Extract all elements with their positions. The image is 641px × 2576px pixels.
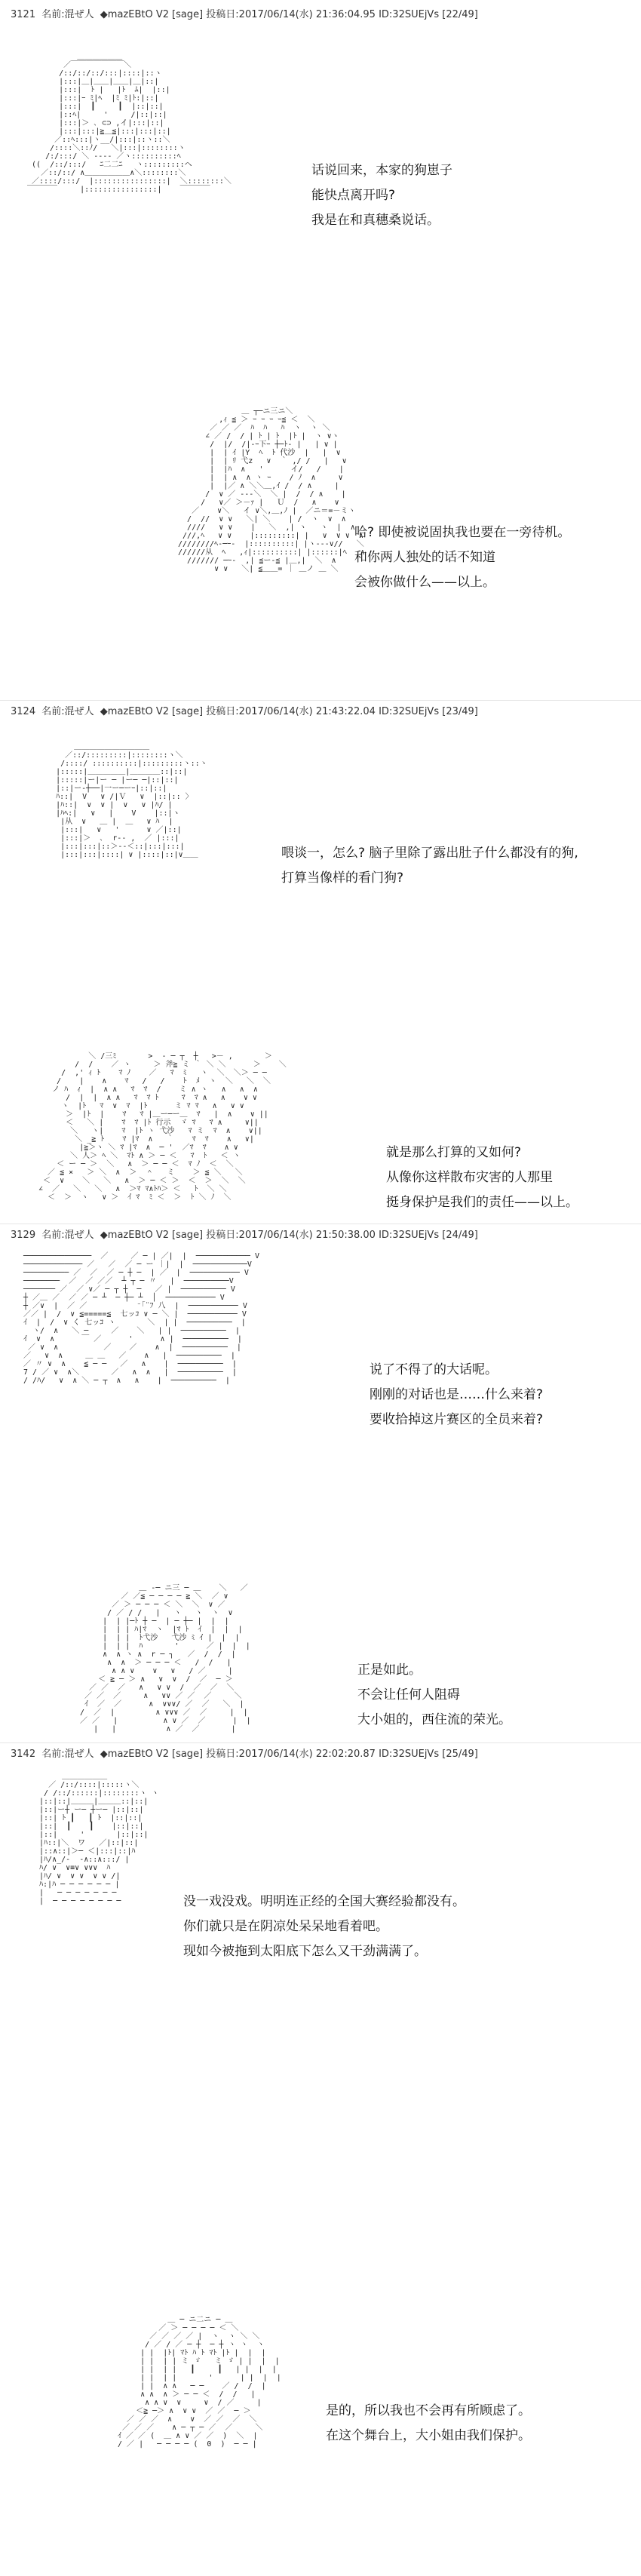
dialogue-line: 能快点离开吗? [311,188,396,203]
dialogue-line: 是的，所以我也不会再有所顾虑了。 [326,2403,531,2418]
poster-name: 混ぜ人 [64,9,94,20]
dialogue-block [357,1658,511,1733]
dialogue-line: 不会让任何人阻碍 [357,1687,460,1702]
date-label: 投稿日: [206,1230,239,1241]
post-number: 3124 [11,706,36,717]
ascii-art-character: ＿ ┬─ニ三ニ＼ ,ｨ ≦ ＞ ｰ ｰ ｰ ｰ≦ ＜ ＼ ／ ／ ／ ﾊ ﾊ ﾊ ヽ ヽ ＼ ∠ ／ / / | ﾄ | ﾄ |ﾄ | ヽ ∨ヽ / |/ /|-ｰ下ｰ ┼─ﾄ- | | ∨ | | | ｲ |Y ﾍ ﾄ 代沙 | | ∨ | | ﾘ 弋z ∨ ｀ ,/ / | ∨ | |ﾊ ∧ ' イ/ / | | | ∧ ∧ ヽ ｰ / ﾉ ∧ ∨ | |／ ∧ ＼＼＿,ｲ / / ∧ | / ∨ ／ -‐‐＼ ＼ | / / ∧ | / ∨／ ＞－ｧ | Ｕ / ∧ ∨ ／ ∨＼ イ ∨＼,＿,ﾉ | ／ニ＝=－ミヽ / // ∨ ∨ ＼| ＼ | / ヽ ∨ ∧ //// ∨ ∨ | ＼ ,| ヽ ヽ | ∧ ///,ﾍ ∨ ∨ |:::::::::| | ∨ ∨ ∨ ∧ ////////ﾍ-─ｰ- |::::::::::| |ヽ---∨// ＼ //////从 ﾍ ,ｨ|::::::::::| |::::::|ﾍ ∧ /////// ─ｰ- ,| ≦ー‐≦ |＿,| ＼ ∧ ∨ ∨ ＼| ≦＿＿= ｜ ＿ノ ＿ ＼ [178,407,365,573]
post-header [11,1745,478,1760]
ascii-art-character: ＿ ─ ニ二ニ ─ ＿ ／ ＞ ─ ─ ─ ─ ＜ ＼ ／ ／ ／ ／ | ヽ ヽ ＼ ＼ / ／ / ／ ─ ┼ ─ ┼ ヽ ヽ ヽ | | |ﾄ| ﾏﾄ ﾊ ﾄ ﾏﾄ |ﾄ | | | | | | | ミ ゞ ミ ゞ | | | | | | | | ┃ ┃ | | | | | | | | ' | | | | | | ∧ ∧ ─ ─ ／ / / | ∧ ∧ ∧ ＞ ─ ─ ＜ / / | ∧ ∧ ∨ ∨ ∨ / ／ | ＜≧ ─＞ ∧ ∨ ∨ ／ ／ ─ ＞ ／ ／ ／ ∧ ∨ ／ ／ ／ ＼ ／ ／ ／ ∧ ─ ┬ ─ ／ ／ ＼ ｲ ／ ／ ( ＿ ∧ ∨ ／ ／ ) ＼ | / ／ | ─ ─ ─ ─ ( 0 ) ─ ─ | [118,2316,281,2449]
post-count: [24/49] [442,1230,478,1241]
post-number: 3142 [11,1749,36,1760]
dialogue-line: 大小姐的，西住流的荣光。 [357,1712,511,1727]
sage-tag: [sage] [172,9,204,20]
dialogue-line: 在这个舞台上，大小姐由我们保护。 [326,2428,531,2443]
post-header [11,703,478,717]
post-divider [0,700,641,701]
dialogue-line: 没一戏没戏。明明连正经的全国大赛经验都没有。 [183,1894,465,1909]
name-label: 名前: [41,706,65,717]
post-id: ID:32SUEjVs [379,1749,440,1760]
post-date: 2017/06/14(水) 21:43:22.04 [238,706,376,717]
dialogue-block [354,520,570,595]
sage-tag: [sage] [172,1749,204,1760]
dialogue-line: 正是如此。 [357,1663,422,1678]
dialogue-line: 话说回来，本家的狗崽子 [311,163,452,178]
dialogue-line: 从像你这样散布灾害的人那里 [386,1170,553,1185]
dialogue-line: 你们就只是在阴凉处呆呆地看着吧。 [183,1919,388,1934]
post-date: 2017/06/14(水) 21:36:04.95 [238,9,376,20]
dialogue-line: 就是那么打算的又如何? [386,1145,522,1160]
dialogue-line: 喂谈一，怎么? 脑子里除了露出肚子什么都没有的狗, [281,846,578,861]
ascii-art-character: ＼ /三ﾐ > ‐ ─ ┬ ┼ >－ , ＞ / / ／ ヽ ＞ 斧≧ ミ ｀ ＼ ＼ ＞ ＼ / ,' ｨ ﾄ ﾏ ﾉ ／ ﾏ ﾐ ヽ ＼ ＼＞ ─ ─ / | ∧ ﾏ / / ﾄ ﾒ ヽ ＼ ＼ ＼ ノ ﾊ ｨ | ∧ ∧ ﾏ ﾏ / ミ ∧ ヽ ∧ ∧ ∧ / | | ∧ ∧ ﾏ ﾏ ﾄ ﾏ ﾏ ∧ ∧ ∨ ∨ ヽ |ﾄ ﾏ ∨ ﾏ |ﾄ ミ ﾏ ﾏ ∧ ∨ ∨ ＞ |ﾄ | ﾏ ﾏ |＿ー─ー＿ ﾏ | ∧ ∨ || ＜ ＼ | ﾏ ﾏ |ﾄ 行示 ゞ ﾏ ﾏ ∧ ∨|| ＼ ヽ| ﾏ |ﾄ ヽ 弋沙 ﾏ ミ ﾏ ∧ ∨|| ＼ _≧ ﾄ ﾏ |ﾏ ∧ ｀ ﾏ ﾏ ∧ ∨| |≧＞ヽ ＼ ﾏ |ﾏ ∧ ─ ' ／ﾏ ﾏ ∧ ∨ ＼ 人＞ ﾍ ＼ ﾏﾄ ∧ ＞ ─ ＜ ﾏ ﾄ ＜ ヽ ＜ ー ─ ＞ ＼ ∧ ＞ ─ ─ ＜ ﾏ ﾉ ＜ ＼ ／ ≦ × ＞ ＼ ∧ ＞ ＾ ミ ＞ ≦ ＼ ＼ ＜ ∨ ＼ ＼ ∧ ＞ ─ ＜ ＞ ＜ ＞ ＼ ＼ ∠ ／ ＼ ＼ ∧ ＞ﾏ ﾏ∧ﾄﾊ＞ ＜ ﾄ ＼ ＼ ＜ ＞ ヽ ∨ ＞ ｲ ﾏ ﾐ ＜ ＞ ﾄ ＼ ﾉ ＼ [38,1052,287,1202]
post-date: 2017/06/14(水) 21:50:38.00 [238,1230,376,1241]
dialogue-line: 和你两人独处的话不知道 [354,550,495,565]
post-header [11,1227,478,1241]
ascii-art-character: ＿＿＿＿＿＿＿＿＿＿ ／::/:::::::::|::::::::ヽ＼ /::::/ ::::::::::|:::::::::ヽ::ヽ |:::::|＿＿＿＿＿|＿＿＿＿::|::| |:::::|ー|ー ─ |ー─ ─|::|::| |::|ー‐┼──|一ー─ーｰ|::|::| ﾊ::| V ∨ /|Ｖ ∨ |::|:: 〉 |ﾊ::| ∨ ∨ | ∨ ∨ |ﾊ/ | |ﾊﾍ:| ∨ | V |::|ヽ |从 ∨ ＿ | ＿ ∨ ﾊ | |:::| ∨ ' ∨ ／|::| |:::|＞ ､ r‐‐ , ／ |:::| |:::|:::|::＞‐‐＜::|:::|:::| |:::|:::|::::| ∨ |::::|::|∨＿＿ [56,743,207,859]
post-id: ID:32SUEjVs [379,706,440,717]
date-label: 投稿日: [206,1749,239,1760]
dialogue-line: 哈? 即使被说固执我也要在一旁待机。 [354,525,571,540]
post-divider [0,1742,641,1743]
dialogue-line: 会被你做什么——以上。 [354,575,495,590]
post-id: ID:32SUEjVs [379,9,440,20]
dialogue-block [326,2399,531,2449]
tripcode: ◆mazEBtO V2 [100,1749,169,1760]
name-label: 名前: [41,1749,65,1760]
date-label: 投稿日: [206,9,239,20]
dialogue-line: 我是在和真穗桑说话。 [311,213,440,228]
post-count: [22/49] [442,9,478,20]
dialogue-line: 打算当像样的看门狗? [281,870,404,886]
ascii-art-character: ＿ -─ ニ三 ─ ＿ ＼ ／ ／ ／≦ ─ ─ ─ ─ ≧ ＼ ／ ∨ ／ ＞ ─ ─ ─ ＜ ＼ ＼ ∨ ／ / ／ / / | ヽ ヽ ヽ ∨ | | |─ﾄ ┼ ─ | ─ ┼─ | | | | | | ﾊ|ﾏ ヽ |ﾏ ﾄ ｲ | | | | | | ﾄ弋沙 弋沙 ﾐ ｲ | | | | | | ﾊ ' ／ | | | ∧ ∧ ヽ ∧ r ─ ┐ ／ / / | ∧ ∧ ＞ ─ ─ ─ ＜ / / | ∧ ∧ ∨ ∨ ∨ / ／ | ＜ ≧ ─ ＞ ∧ ∨ ∨ / ／ ─ ＞ ／ ／ ／ ∧ ∨ ∨ / ／ ／ ＼ ／ ／ ／ ∧ ∨∨ ／ ／ ／ ＼ ｲ ／ ／ ∧ ∨∨∨/ ／ ／ ＼ | / ／ | ∧ ∨∨∨ ／ ／ | | ／ ／ | ∧ ∨ ／ ／ | | | | ∧ ／ ／ | [80,1584,251,1733]
dialogue-line: 现如今被拖到太阳底下怎么又干劲满满了。 [183,1944,427,1959]
ascii-art-character: ＿＿＿＿＿＿ ／ /::/::::|:::::ヽ＼ / /::/::::::|::::::::ヽ ヽ |::|::|＿＿＿|＿＿＿::|::| |::|ー┼ ー─ ┼ー─ |::|::| |::| ﾄ ┃ ┃ ﾄ |::|::| |::| ┃ ┃ |::|::| |::| ' |::|::| |ﾊ::|＼ ワ ／|::|::| |::∧::|＞─ ＜|:::|::|ﾊ |ﾊ/∧_/- -∧::∧:::/ | ﾊ/ ∨ ∨≡∨ ∨∨∨ ﾊ |ﾊ/ ∨ ∨ ∨ ∨ ∨ /| ﾊ:|ﾊ ─ ─ ─ ─ ─ ─ | | ─ ─ ─ ─ ─ ─ ─ | ─ ─ ─ ─ ─ ─ ─ ─ [39,1773,159,1905]
dialogue-line: 要收拾掉这片赛区的全员来着? [370,1412,544,1427]
dialogue-block [311,158,452,233]
post-number: 3121 [11,9,36,20]
poster-name: 混ぜ人 [64,706,94,717]
post-count: [25/49] [442,1749,478,1760]
post-number: 3129 [11,1230,36,1241]
date-label: 投稿日: [206,706,239,717]
tripcode: ◆mazEBtO V2 [100,9,169,20]
dialogue-block [386,1141,578,1215]
post-count: [23/49] [442,706,478,717]
poster-name: 混ぜ人 [64,1230,94,1241]
name-label: 名前: [41,1230,65,1241]
name-label: 名前: [41,9,65,20]
post-id: ID:32SUEjVs [379,1230,440,1241]
dialogue-block [183,1890,465,1964]
dialogue-line: 刚刚的对话也是……什么来着? [370,1387,544,1402]
dialogue-block [370,1358,543,1432]
post-date: 2017/06/14(水) 22:02:20.87 [238,1749,376,1760]
dialogue-line: 挺身保护是我们的责任——以上。 [386,1195,578,1210]
poster-name: 混ぜ人 [64,1749,94,1760]
ascii-art-character: ＿＿＿＿＿＿ ／￣￣￣￣￣￣￣＼ /::/::/::/:::|::::|::ヽ |:::|＿|＿＿|＿＿|＿|::| |:::| ﾄ | |ﾄ ﾑ| |::| |:::|ｰ ﾐ|ﾍ |ﾐ ﾐ|ﾄ:|::| |:::| ┃ ┃ |::|::| |::ﾍ| ' /|::|::| |:::|＞ ､ ⊂⊃ ,イ|:::|::| |:::|:::|≧＿≦|:::|:::|::| ／::ﾍ:::|ヽ__/|:::|::ヽ::＼ /::::＼::ﾉ/ ＼|:::|::::::::ヽ /:/:::/ ＼ -‐‐- ／ヽ::::::::::ﾍ (( /::/:::/ ﾆ二二ﾆ ヽ:::::::::ヘ ／::/::/ ∧＿＿＿＿＿＿∧＼::::::::＼ ／::::/:::/ |::::::::::::::::| ＼::::::::＼ ￣￣￣￣ |::::::::::::::::| ￣￣￣￣ [27,53,232,194]
post-header [11,6,478,20]
dialogue-block [281,841,578,891]
sage-tag: [sage] [172,706,204,717]
tripcode: ◆mazEBtO V2 [100,1230,169,1241]
tripcode: ◆mazEBtO V2 [100,706,169,717]
dialogue-line: 说了不得了的大话呢。 [370,1362,498,1377]
ascii-art-character: ─────────────── ／ ／ ─ | ／| | ──────────── V ───────────── ／ ／ ／ ─ ー ｜| | ────────────V ────────── ／ ／ ／ ─ ┼ ─ | ／ | ─────────── V ──────── ／ ／ ／／ ┴ ┬ ─ 〃 | ──────────V ─────── ／ ／ ∨／ ─ ┬ ┼ ─ ／ | ────────── V ┼ ／＿ ／ ／ ／ ─ ┴ ─ ┼─ ┴ │ ─────────── V ┼ ／∨ | ／ ／ ⁻｢¨ﾌ 八 | ─────────── V ／／ | / ∨ ≦=====≦ 七ッｺ ∨ ─ ＼ | ─────────── V ｲ | / ∨ く 七ッｺ ヽ ＼ | | ────────── | ヽ/ ∧ ＼ ─ ／ ＼ | | ────────── | ｲ ∨ ∧ ￣ ／ ' ∧ | ────────── | ／ ∨ ∧ ／ ／ ∧ | ────────── | ／ ∨ ∧ ＿ ＿ ／ ∧ | ────────── | ／ 〃 ∨ ∧ ≦ ─ ─ ／ ∧ | ────────── | 7 / ／ ∨ ∧＼ ／ ∧ ∧ | ────────── | / /ﾊ/ ∨ ∧ ＼ ─ ┬ ∧ ∧ | ────────── | [23,1252,259,1385]
sage-tag: [sage] [172,1230,204,1241]
